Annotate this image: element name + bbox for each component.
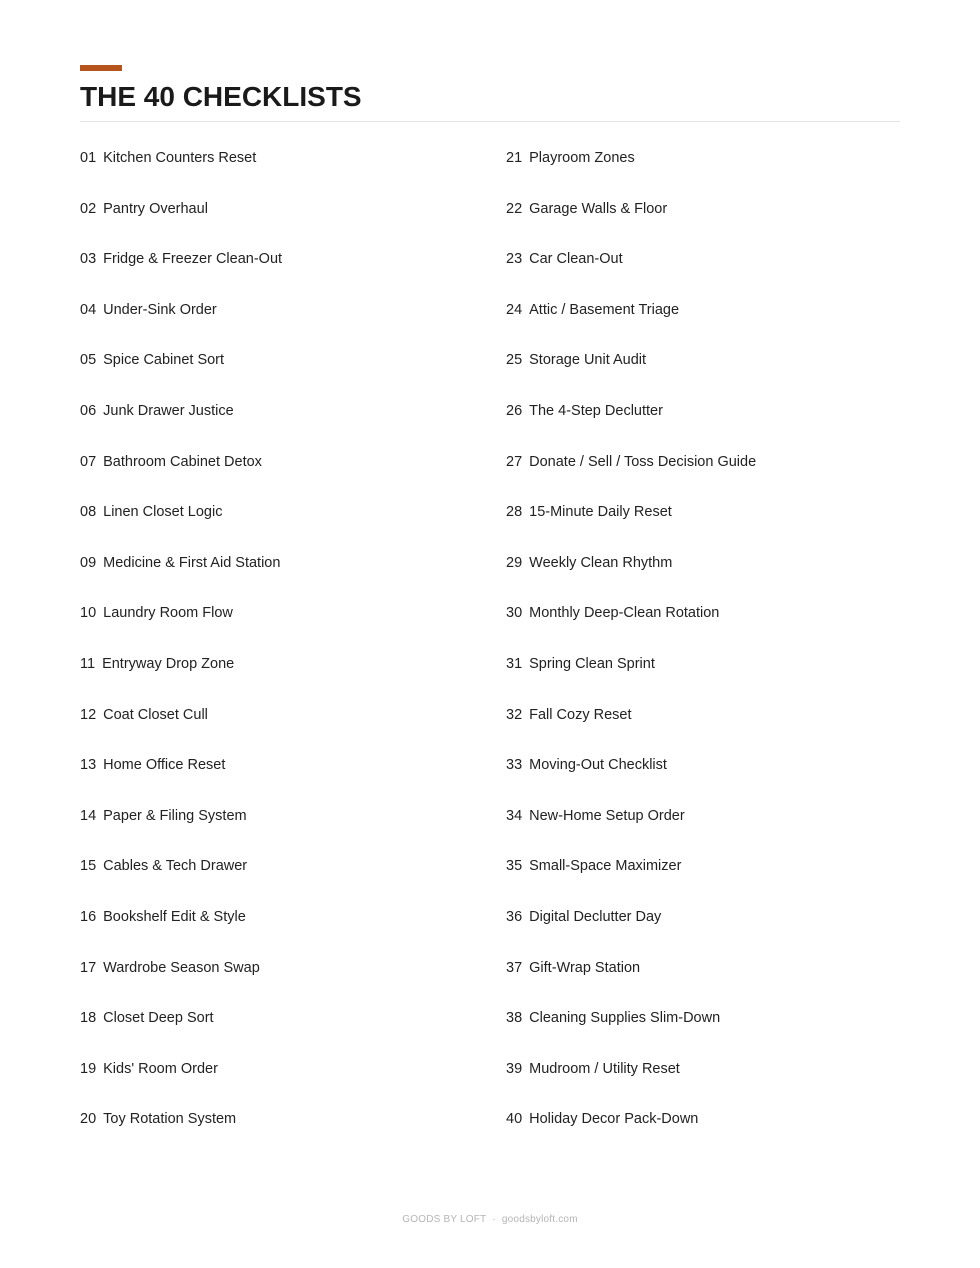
checklist-item-12 bbox=[80, 704, 480, 755]
checklist-number: 12 bbox=[80, 706, 97, 723]
checklist-item-34 bbox=[506, 805, 906, 856]
checklist-number: 40 bbox=[506, 1111, 523, 1128]
checklist-label: Attic / Basement Triage bbox=[529, 301, 680, 318]
checklist-item-35 bbox=[506, 855, 906, 906]
checklist-label: Pantry Overhaul bbox=[103, 200, 208, 217]
checklist-label: Holiday Decor Pack-Down bbox=[529, 1111, 699, 1128]
checklist-item-31 bbox=[506, 653, 906, 704]
checklist-item-20 bbox=[80, 1108, 480, 1159]
checklist-label: Weekly Clean Rhythm bbox=[529, 554, 673, 571]
checklist-number: 27 bbox=[506, 453, 523, 470]
checklist-number: 37 bbox=[506, 959, 523, 976]
checklist-item-38 bbox=[506, 1007, 906, 1058]
checklist-column-left bbox=[80, 147, 480, 1159]
checklist-label: Bookshelf Edit & Style bbox=[103, 908, 246, 925]
checklist-number: 07 bbox=[80, 453, 97, 470]
checklist-label: Linen Closet Logic bbox=[103, 504, 223, 521]
checklist-label: Storage Unit Audit bbox=[529, 352, 647, 369]
checklist-item-21 bbox=[506, 147, 906, 198]
checklist-label: Digital Declutter Day bbox=[529, 908, 662, 925]
checklist-item-19 bbox=[80, 1058, 480, 1109]
checklist-label: Paper & Filing System bbox=[103, 807, 247, 824]
checklist-item-11 bbox=[80, 653, 480, 704]
checklist-item-08 bbox=[80, 501, 480, 552]
checklist-item-10 bbox=[80, 602, 480, 653]
checklist-label: Kids' Room Order bbox=[103, 1060, 218, 1077]
title-accent-bar bbox=[80, 65, 122, 71]
checklist-label: Small-Space Maximizer bbox=[529, 858, 682, 875]
checklist-number: 09 bbox=[80, 554, 97, 571]
checklist-number: 15 bbox=[80, 858, 97, 875]
checklist-item-25 bbox=[506, 349, 906, 400]
checklist-item-06 bbox=[80, 400, 480, 451]
checklist-column-right bbox=[506, 147, 906, 1159]
checklist-number: 32 bbox=[506, 706, 523, 723]
checklist-item-04 bbox=[80, 299, 480, 350]
checklist-number: 23 bbox=[506, 251, 523, 268]
title-divider bbox=[80, 121, 900, 122]
checklist-number: 17 bbox=[80, 959, 97, 976]
checklist-label: Playroom Zones bbox=[529, 150, 635, 166]
checklist-number: 34 bbox=[506, 807, 523, 824]
checklist-number: 28 bbox=[506, 504, 523, 521]
footer-url: goodsbyloft.com bbox=[501, 1214, 578, 1225]
checklist-number: 14 bbox=[80, 807, 97, 824]
checklist-number: 19 bbox=[80, 1060, 97, 1077]
checklist-item-02 bbox=[80, 198, 480, 249]
checklist-label: Junk Drawer Justice bbox=[103, 402, 234, 419]
checklist-item-01 bbox=[80, 147, 480, 198]
checklist-label: Home Office Reset bbox=[103, 757, 226, 774]
checklist-label: Closet Deep Sort bbox=[103, 1010, 214, 1027]
checklist-number: 26 bbox=[506, 402, 523, 419]
footer-separator: · bbox=[492, 1214, 496, 1225]
checklist-item-36 bbox=[506, 906, 906, 957]
checklist-item-39 bbox=[506, 1058, 906, 1109]
checklist-item-33 bbox=[506, 754, 906, 805]
checklist-number: 22 bbox=[506, 200, 523, 217]
checklist-item-05 bbox=[80, 349, 480, 400]
checklist-label: Cleaning Supplies Slim-Down bbox=[529, 1010, 721, 1027]
checklist-item-14 bbox=[80, 805, 480, 856]
checklist-label: Laundry Room Flow bbox=[103, 605, 233, 622]
checklist-label: The 4-Step Declutter bbox=[529, 402, 663, 419]
checklist-label: Medicine & First Aid Station bbox=[103, 554, 281, 571]
checklist-number: 13 bbox=[80, 757, 97, 774]
checklist-number: 30 bbox=[506, 605, 523, 622]
checklist-number: 21 bbox=[506, 150, 523, 166]
checklist-number: 29 bbox=[506, 554, 523, 571]
checklist-number: 05 bbox=[80, 352, 97, 369]
checklist-number: 38 bbox=[506, 1010, 523, 1027]
checklist-item-17 bbox=[80, 957, 480, 1008]
checklist-item-30 bbox=[506, 602, 906, 653]
checklist-number: 18 bbox=[80, 1010, 97, 1027]
checklist-number: 08 bbox=[80, 504, 97, 521]
checklist-number: 02 bbox=[80, 200, 97, 217]
checklist-label: Fridge & Freezer Clean-Out bbox=[103, 251, 283, 268]
checklist-number: 33 bbox=[506, 757, 523, 774]
checklist-number: 31 bbox=[506, 655, 523, 672]
checklist-label: Moving-Out Checklist bbox=[529, 757, 667, 774]
checklist-label: Wardrobe Season Swap bbox=[103, 959, 260, 976]
checklist-item-27 bbox=[506, 451, 906, 502]
checklist-number: 24 bbox=[506, 301, 523, 318]
checklist-number: 03 bbox=[80, 251, 97, 268]
checklist-item-13 bbox=[80, 754, 480, 805]
checklist-label: Fall Cozy Reset bbox=[529, 706, 632, 723]
checklist-number: 11 bbox=[80, 655, 96, 672]
checklist-number: 25 bbox=[506, 352, 523, 369]
checklist-item-22 bbox=[506, 198, 906, 249]
checklist-label: Spring Clean Sprint bbox=[529, 655, 655, 672]
checklist-label: Gift-Wrap Station bbox=[529, 959, 641, 976]
checklist-label: Car Clean-Out bbox=[529, 251, 623, 268]
checklist-item-29 bbox=[506, 552, 906, 603]
checklist-number: 36 bbox=[506, 908, 523, 925]
checklist-label: Coat Closet Cull bbox=[103, 706, 208, 723]
checklist-item-16 bbox=[80, 906, 480, 957]
checklist-item-28 bbox=[506, 501, 906, 552]
checklist-number: 39 bbox=[506, 1060, 523, 1077]
checklist-label: Garage Walls & Floor bbox=[529, 200, 668, 217]
checklist-item-15 bbox=[80, 855, 480, 906]
checklist-label: 15-Minute Daily Reset bbox=[529, 504, 672, 521]
checklist-item-32 bbox=[506, 704, 906, 755]
checklist-item-40 bbox=[506, 1108, 906, 1159]
checklist-item-37 bbox=[506, 957, 906, 1008]
checklist-number: 04 bbox=[80, 301, 97, 318]
checklist-number: 16 bbox=[80, 908, 97, 925]
checklist-number: 20 bbox=[80, 1111, 97, 1128]
checklist-item-09 bbox=[80, 552, 480, 603]
checklist-label: Kitchen Counters Reset bbox=[103, 150, 257, 166]
checklist-number: 10 bbox=[80, 605, 97, 622]
checklist-label: Monthly Deep-Clean Rotation bbox=[529, 605, 720, 622]
checklist-label: Donate / Sell / Toss Decision Guide bbox=[529, 453, 757, 470]
checklist-label: Under-Sink Order bbox=[103, 301, 217, 318]
checklist-number: 35 bbox=[506, 858, 523, 875]
checklist-label: Toy Rotation System bbox=[103, 1111, 237, 1128]
checklist-item-24 bbox=[506, 299, 906, 350]
checklist-label: Mudroom / Utility Reset bbox=[529, 1060, 680, 1077]
footer-brand: GOODS BY LOFT bbox=[402, 1214, 487, 1225]
checklist-label: New-Home Setup Order bbox=[529, 807, 685, 824]
checklist-label: Entryway Drop Zone bbox=[102, 655, 235, 672]
checklist-item-07 bbox=[80, 451, 480, 502]
checklist-item-03 bbox=[80, 248, 480, 299]
checklist-label: Spice Cabinet Sort bbox=[103, 352, 225, 369]
checklist-item-23 bbox=[506, 248, 906, 299]
page-title: THE 40 CHECKLISTS bbox=[80, 81, 362, 112]
checklist-label: Cables & Tech Drawer bbox=[103, 858, 248, 875]
checklist-item-26 bbox=[506, 400, 906, 451]
page-footer bbox=[0, 1213, 980, 1227]
checklist-number: 06 bbox=[80, 402, 97, 419]
checklist-label: Bathroom Cabinet Detox bbox=[103, 453, 262, 470]
checklist-number: 01 bbox=[80, 150, 97, 166]
checklist-item-18 bbox=[80, 1007, 480, 1058]
